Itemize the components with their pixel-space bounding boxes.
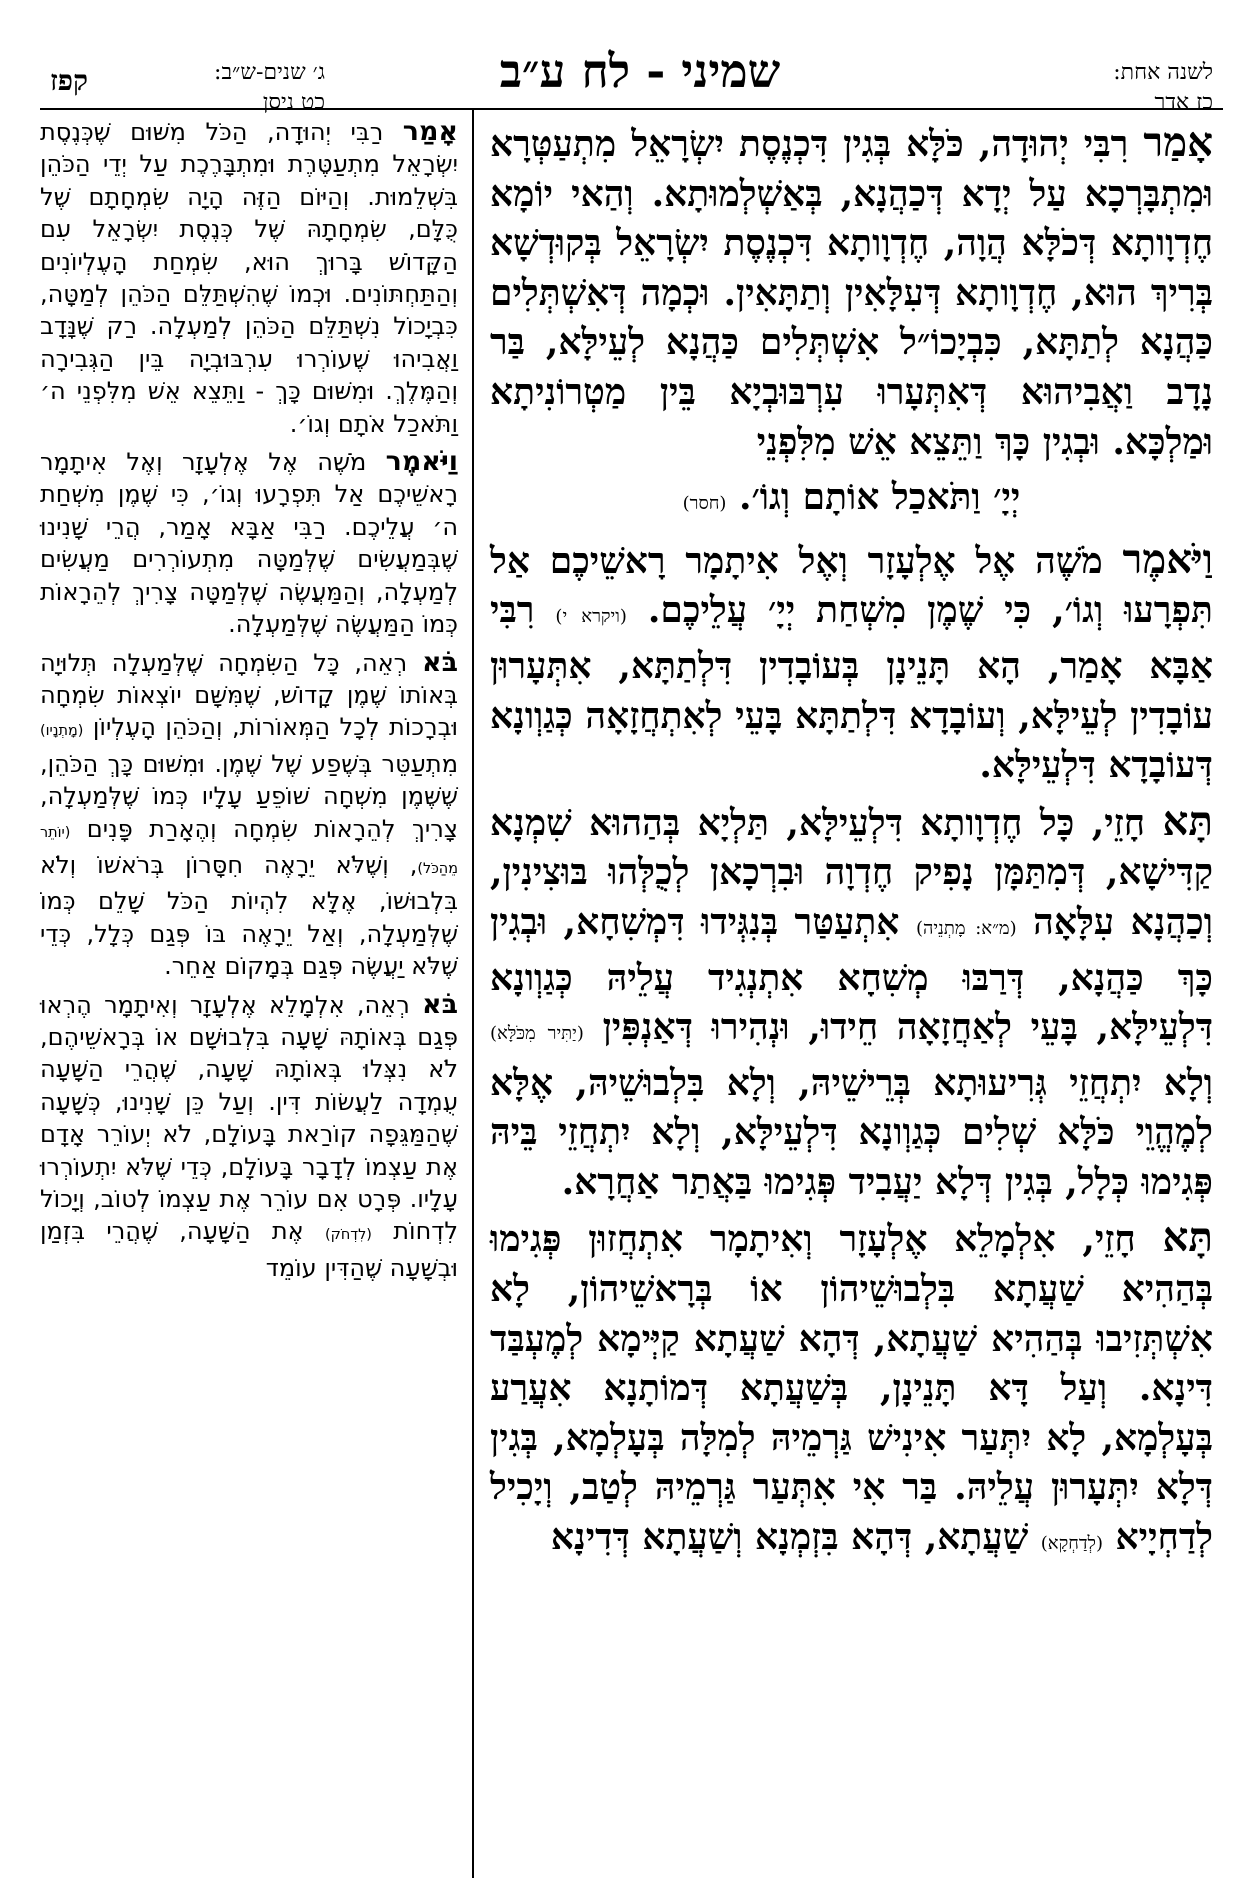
column-divider [472,108,474,1878]
translation-paragraph-3 [40,647,458,983]
paragraph-text: אִתְעַטַּר בְּנִגְּידוּ דִּמְשִׁחָא, וּבְגִין כָּךְ כַּהֲנָא, דְּרַבּוּ מְשִׁחָא אִתְנְגִיד עֲלֵיהּ כְּגַוְונָא דִּלְעֵילָּא, בָּעֵי לְאַחֲזָאָה חֵידוּ, וּנְהִירוּ דְּאַנְפִּין [490,900,1214,1049]
main-paragraph-4 [490,1213,1213,1568]
opening-word: תָּא [1162,796,1213,845]
main-paragraph-1 [490,118,1213,467]
paragraph-text: מֹשֶׁה אֶל אֶלְעָזָר וְאֶל אִיתָמָר רָאשֵׁיכֶם אַל תִּפְרָעוּ וְגוֹ׳, כִּי שֶׁמֶן מִשְׁחַת ה׳ עֲלֵיכֶם. רַבִּי אַבָּא אָמַר, הֲרֵי שָׁנִינוּ שֶׁבְּמַעֲשִׂים שֶׁלְּמַטָּה מִתְעוֹרְרִים מַעֲשִׂים לְמַעְלָה, וְהַמַּעֲשֶׂה שֶׁלְּמַטָּה צָרִיךְ לְהֵרָאוֹת כְּמוֹ הַמַּעֲשֶׂה שֶׁלְּמַעְלָה. [40,448,458,639]
reference-note: (יַתִּיר מִכֹּלָּא) [490,1023,584,1045]
paragraph-text: רְאֵה, כָּל הַשִּׂמְחָה שֶׁלְּמַעְלָה תְּלוּיָה בְּאוֹתוֹ שֶׁמֶן קָדוֹשׁ, שֶׁמִּשָּׁם יוֹצְאוֹת שִׂמְחָה וּבְרָכוֹת לְכָל הַמְּאוֹרוֹת, וְהַכֹּהֵן הָעֶלְיוֹן [40,648,458,742]
main-paragraph-1-tail [490,473,1213,529]
paragraph-text: יְיָ׳ וַתֹּאכַל אוֹתָם וְגוֹ׳. [738,476,1021,519]
page-header [0,0,1253,115]
header-left-line1: ג׳ שנים-ש״ב: [214,60,325,85]
page-title: שמיני - לח ע״ב [499,44,781,98]
main-paragraph-2 [490,535,1213,791]
translation-paragraph-1 [40,116,458,440]
reference-note: (ויקרא י) [555,606,627,628]
reference-note: (חסר) [682,493,727,515]
paragraph-text: רְאֵה, אִלְמָלֵא אֶלְעָזָר וְאִיתָמָר הֶרְאוּ פְּגַם בְּאוֹתָהּ שָׁעָה בִּלְבוּשָׁם אוֹ בְּרָאשֵׁיהֶם, לֹא נִצְּלוּ בְּאוֹתָהּ שָׁעָה, שֶׁהֲרֵי הַשָּׁעָה עֻמְדָה לַעֲשׂוֹת דִּין. וְעַל כֵּן שָׁנִינוּ, כְּשָׁעָה שֶׁהַמַּגֵּפָה קוֹרַאת בָּעוֹלָם, לֹא יְעוֹרֵר אָדָם אֶת עַצְמוֹ לְדָבָר בָּעוֹלָם, כְּדֵי שֶׁלֹּא יִתְעוֹרְרוּ עָלָיו. פְּרָט אִם עוֹרֵר אֶת עַצְמוֹ לְטוֹב, וְיָכוֹל לִדְחוֹת [40,990,458,1246]
header-left-line2: כט ניסן [262,90,325,115]
paragraph-text: מִתְעַטֵּר בְּשֶׁפַע שֶׁל שֶׁמֶן. וּמִשּׁוּם כָּךְ הַכֹּהֵן, שֶׁשֶּׁמֶן מִשְׁחָה שׁוֹפֵעַ עָלָיו כְּמוֹ שֶׁלְּמַעְלָה, צָרִיךְ לְהֵרָאוֹת שִׂמְחָה וְהֶאָרַת פָּנִים [40,749,458,843]
paragraph-text: , וְשֶׁלֹּא יֵרָאֶה חִסָּרוֹן בְּרֹאשׁוֹ וְלֹא בִּלְבוּשׁוֹ, אֶלָּא לִהְיוֹת הַכֹּל שָׁלֵם כְּמוֹ שֶׁלְּמַעְלָה, וְאַל יֵרָאֶה בּוֹ פְּגַם כְּלָל, כְּדֵי שֶׁלֹּא יַעֲשֶׂה פְּגַם בְּמָקוֹם אַחֵר. [40,850,458,981]
reference-note: (לְדַחְקָא) [1040,1533,1103,1555]
header-divider [40,108,1223,110]
reference-note: (לִדְחֹק) [325,1227,372,1244]
paragraph-text: אֶת הַשָּׁעָה, שֶׁהֲרֵי בִּזְמַן וּבְשָׁעָה שֶׁהַדִּין עוֹמֵד [40,1217,458,1282]
opening-word: בֹּא [422,988,458,1020]
paragraph-text: וְלָא יִתְחֲזֵי גְּרִיעוּתָא בְּרֵישֵׁיהּ, וְלָא בִּלְבוּשֵׁיהּ, אֶלָּא לְמֶהֱוֵי כֹּלָּא שְׁלִים כְּגַוְונָא דִּלְעֵילָּא, וְלָא יִתְחֲזֵי בֵּיהּ פְּגִימוּ כְּלָל, בְּגִין דְּלָא יַעֲבִיד פְּגִימוּ בַּאֲתַר אַחֲרָא. [490,1061,1213,1203]
header-right-line2: כז אדר [1154,90,1213,115]
translation-column [40,116,458,1290]
opening-word: וַיֹּאמֶר [385,446,458,478]
opening-word: וַיֹּאמֶר [1122,534,1213,583]
paragraph-text: מֹשֶׁה אֶל אֶלְעָזָר וְאֶל אִיתָמָר רָאשֵׁיכֶם אַל תִּפְרָעוּ וְגוֹ׳, כִּי שֶׁמֶן מִשְׁחַת יְיָ׳ עֲלֵיכֶם. [490,539,1213,632]
translation-paragraph-2 [40,446,458,640]
reference-note: (מָתְנָיו) [40,723,84,740]
opening-word: בֹּא [422,646,458,678]
translation-paragraph-4 [40,989,458,1285]
reference-note: (מ״א: מָתְנֵיה) [915,917,1017,939]
main-paragraph-3 [490,797,1213,1208]
header-right-line1: לשנה אחת: [1113,60,1213,85]
opening-word: אָמַר [402,116,458,147]
paragraph-text: חָזֵי, כָּל חֶדְוָותָא דִּלְעֵילָּא, תַּלְיָא בְּהַהוּא שִׁמְנָא קַדִּישָׁא, דְּמִתַּמָּן נָפִיק חֶדְוָה וּבִרְכָאן לְכֻלְּהוּ בּוּצִינִין, וְכַהֲנָא עִלָּאָה [490,801,1213,943]
opening-word: אָמַר [1143,118,1213,166]
paragraph-text: שַׁעֲתָא, דְּהָא בִּזְמְנָא וְשַׁעֲתָא דְּדִינָא [550,1516,1029,1559]
paragraph-text: רִבִּי אַבָּא אָמַר, הָא תָּנֵינָן בְּעוֹבָדִין דִּלְתַתָּא, אִתְּעָרוּן עוֹבָדִין לְעֵילָּא, וְעוֹבָדָא דִּלְתַתָּא בָּעֵי לְאִתְחֲזָאָה כְּגַוְונָא דְּעוֹבָדָא דִּלְעֵילָּא. [490,589,1213,787]
paragraph-text: רִבִּי יְהוּדָה, כֹּלָּא בְּגִין דִּכְנֶסֶת יִשְׂרָאֵל מִתְעַטְּרָא וּמִתְבָּרְכָא עַל יְדָא דְּכַהֲנָא, בְּאַשְׁלְמוּתָא. וְהַאי יוֹמָא חֶדְוָותָא דְּכֹלָּא הֲוָה, חֶדְוָותָא דִּכְנֶסֶת יִשְׂרָאֵל בְּקוּדְשָׁא בְּרִיךְ הוּא, חֶדְוָותָא דְּעִלָּאִין וְתַתָּאִין. וּכְמָה דְּאִשְׁתְּלִים כַּהֲנָא לְתַתָּא, כִּבְיָכוֹ״ל אִשְׁתְּלִים כַּהֲנָא לְעֵילָּא, בַּר נָדָב וַאֲבִיהוּא דְּאִתְּעָרוּ עִרְבּוּבְיָא בֵּין מַטְרוֹנִיתָא וּמַלְכָּא. וּבְגִין כָּךְ וַתֵּצֵא אֵשׁ מִלִּפְנֵי [490,123,1213,463]
opening-word: תָּא [1162,1213,1213,1262]
paragraph-text: חָזֵי, אִלְמָלֵא אֶלְעָזָר וְאִיתָמָר אִתְחֲזוּן פְּגִימוּ בְּהַהִיא שַׁעֲתָא בִּלְבוּשֵׁיהוֹן אוֹ בְּרָאשֵׁיהוֹן, לָא אִשְׁתְּזִיבוּ בְּהַהִיא שַׁעֲתָא, דְּהָא שַׁעֲתָא קַיְּימָא לְמֶעְבַּד דִּינָא. וְעַל דָּא תָּנֵינָן, בְּשַׁעֲתָא דְּמוֹתָנָא אִעֲרַע בְּעָלְמָא, לָא יִתְּעַר אִינִישׁ גַּרְמֵיהּ לְמִלָּה בְּעָלְמָא, בְּגִין דְּלָא יִתְּעָרוּן עֲלֵיהּ. בַּר אִי אִתְּעַר גַּרְמֵיהּ לְטַב, וְיָכִיל לְדַחְיָיא [490,1218,1213,1559]
page-number: קפז [50,64,89,97]
reference-note: (יוֹתֵר מֵהַכֹּל) [40,824,458,877]
main-text-column [490,118,1213,1575]
paragraph-text: רַבִּי יְהוּדָה, הַכֹּל מִשּׁוּם שֶׁכְּנֶסֶת יִשְׂרָאֵל מִתְעַטֶּרֶת וּמִתְבָּרֶכֶת עַל יְדֵי הַכֹּהֵן בִּשְׁלֵמוּת. וְהַיּוֹם הַזֶּה הָיָה שִׂמְחָתָם שֶׁל כֻּלָּם, שִׂמְחָתָהּ שֶׁל כְּנֶסֶת יִשְׂרָאֵל עִם הַקָּדוֹשׁ בָּרוּךְ הוּא, שִׂמְחַת הָעֶלְיוֹנִים וְהַתַּחְתּוֹנִים. וּכְמוֹ שֶׁהִשְׁתַּלֵּם הַכֹּהֵן לְמַטָּה, כִּבְיָכוֹל נִשְׁתַּלֵּם הַכֹּהֵן לְמַעְלָה. רַק שֶׁנָּדָב וַאֲבִיהוּ שֶׁעוֹרְרוּ עִרְבּוּבְיָה בֵּין הַגְּבִירָה וְהַמֶּלֶךְ. וּמִשּׁוּם כָּךְ - וַתֵּצֵא אֵשׁ מִלִּפְנֵי ה׳ וַתֹּאכַל אֹתָם וְגוֹ׳. [40,118,458,438]
